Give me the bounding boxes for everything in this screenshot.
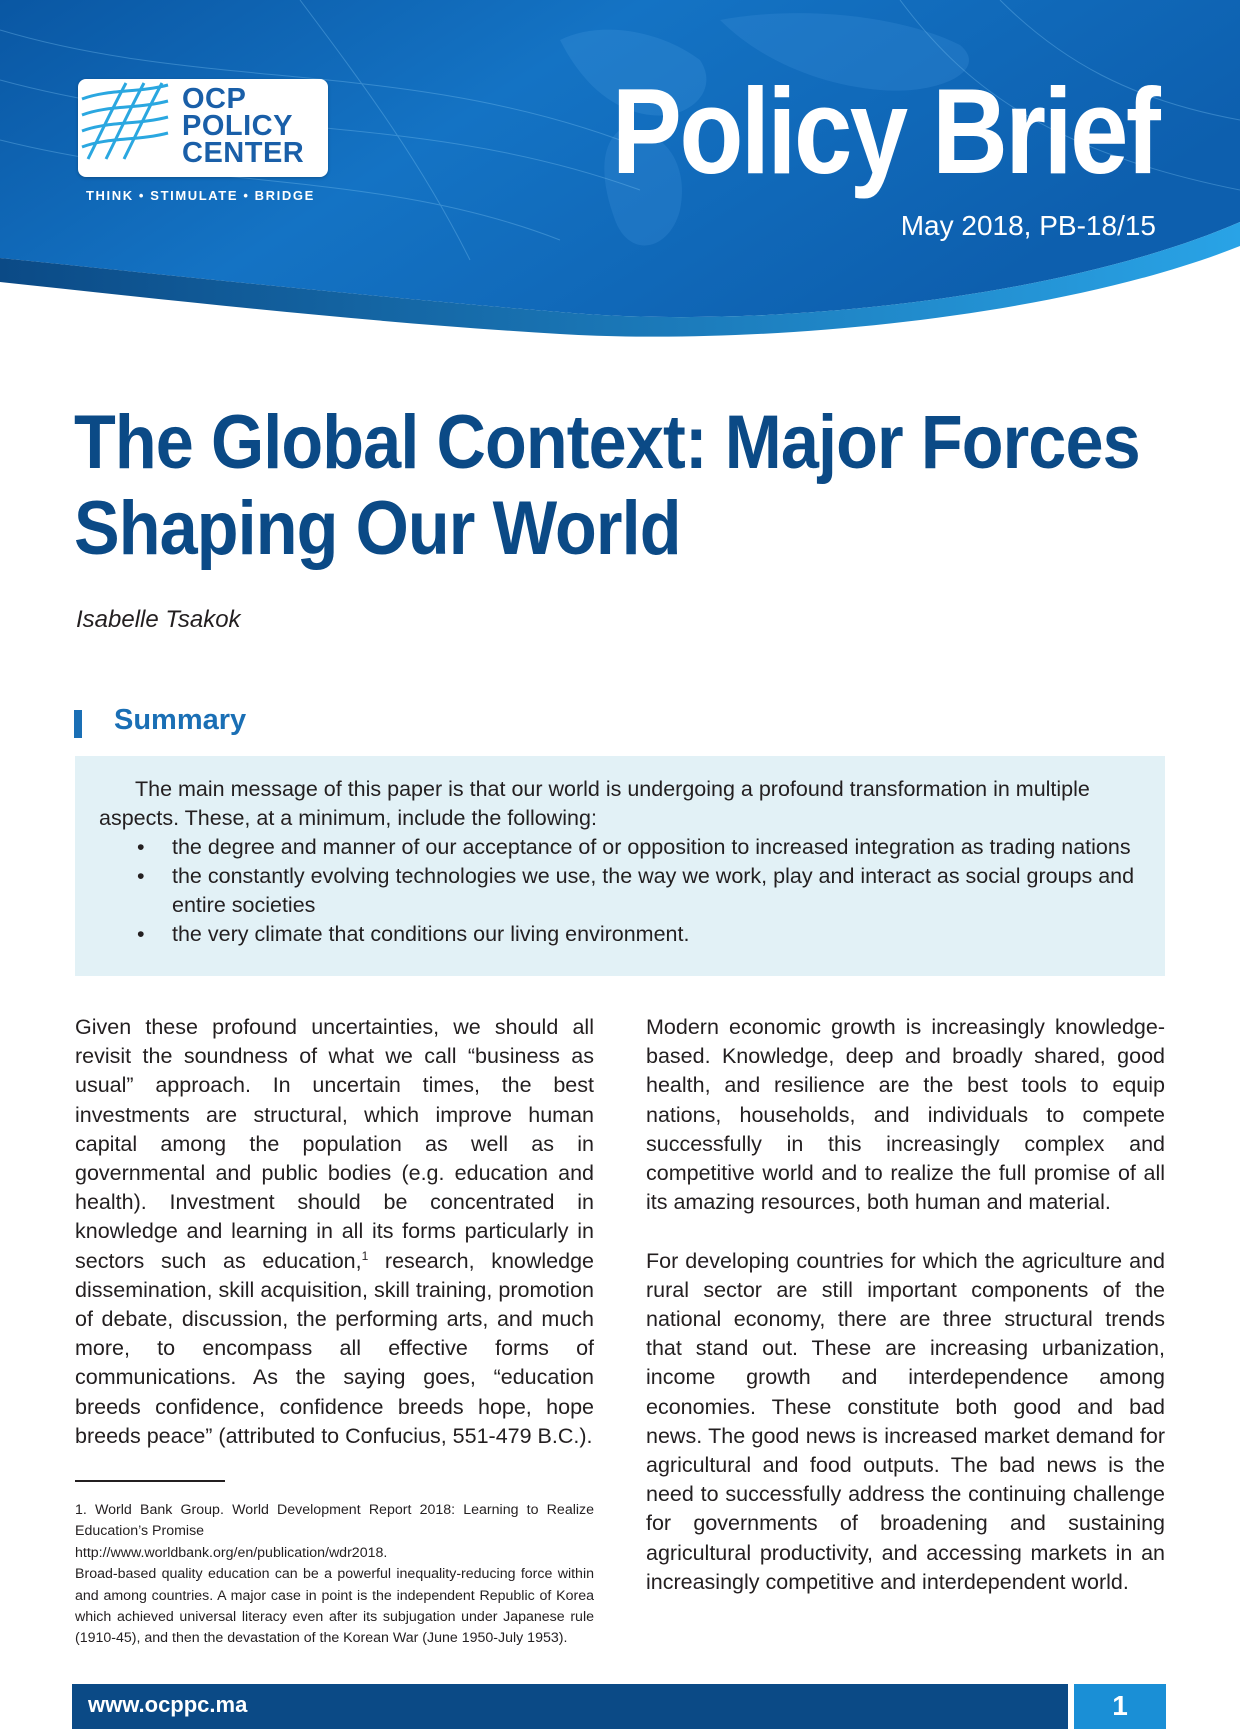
footnote-citation: 1. World Bank Group. World Development Report 2018: Learning to Realize Education’s Promise <box>75 1502 594 1540</box>
footnote-divider <box>75 1480 225 1482</box>
footer-website-link[interactable]: www.ocppc.ma <box>88 1692 248 1717</box>
footnote-note: Broad-based quality education can be a powerful inequality-reducing force within and among countries. A major case in point is the independent Republic of Korea which achieved universal literacy even after its subjugation under Japanese rule (1910-45), and then the devastation of the Korean War (June 1950-July 1953). <box>75 1566 594 1647</box>
left-paragraph-part1: Given these profound uncertainties, we should all revisit the soundness of what we call “business as usual” approach. In uncertain times, the best investments are structural, which improve human capital among the population as well as in governmental and public bodies (e.g. education and health). Investment should be concentrated in knowledge and learning in all its forms particularly in sectors such as education, <box>75 1015 594 1273</box>
bullet-icon: • <box>137 864 145 888</box>
left-column <box>75 1013 594 1451</box>
title-line-2: Shaping Our World <box>74 486 681 571</box>
left-paragraph <box>75 1013 594 1451</box>
policy-brief-title: Policy Brief <box>611 63 1158 199</box>
logo-line-center: CENTER <box>182 137 305 169</box>
author-name: Isabelle Tsakok <box>76 606 241 633</box>
page-title <box>74 400 1140 572</box>
summary-bullet-item <box>99 920 1149 949</box>
summary-heading: Summary <box>114 704 247 736</box>
tagline: THINK • STIMULATE • BRIDGE <box>86 188 315 203</box>
left-paragraph-part2: research, knowledge dissemination, skill acquisition, skill training, promotion of debate, discussion, the performing arts, and much more, to encompass all effective forms of communications. As the saying goes, “education breeds confidence, confidence breeds hope, hope breeds peace” (attributed to Confucius, 551-479 B.C.). <box>75 1248 594 1448</box>
header-banner <box>0 0 1240 340</box>
publication-date: May 2018, PB-18/15 <box>900 210 1156 241</box>
summary-intro: The main message of this paper is that our world is undergoing a profound transformation in multiple aspects. These, at a minimum, include the following: <box>99 777 1090 830</box>
ocp-logo[interactable] <box>78 79 328 177</box>
footnote-url[interactable]: http://www.worldbank.org/en/publication/wdr2018. <box>75 1544 388 1561</box>
right-paragraph-1: Modern economic growth is increasingly knowledge-based. Knowledge, deep and broadly shared, good health, and resilience are the best tools to equip nations, households, and individuals to compete successfully in this increasingly complex and competitive world and to realize the full promise of all its amazing resources, both human and material. <box>646 1015 1165 1215</box>
summary-bullet-text: the very climate that conditions our living environment. <box>172 922 690 946</box>
logo-line-policy: POLICY <box>182 110 293 142</box>
footnote-reference[interactable]: 1 <box>361 1248 369 1263</box>
summary-list <box>99 833 1149 949</box>
summary-bullet-text: the constantly evolving technologies we use, the way we work, play and interact as social groups and entire societies <box>172 864 1135 917</box>
summary-bullet-item <box>99 833 1149 862</box>
summary-content <box>99 775 1149 949</box>
right-column <box>646 1013 1165 1597</box>
logo-mesh-icon <box>78 79 172 161</box>
title-line-1: The Global Context: Major Forces <box>74 400 1140 485</box>
footnote <box>75 1500 594 1650</box>
right-paragraph-2: For developing countries for which the agriculture and rural sector are still important components of the national economy, there are three structural trends that stand out. These are increasing urbanization, income growth and interdependence among economies. These constitute both good and bad news. The good news is increased market demand for agricultural and food outputs. The bad news is the need to successfully address the continuing challenge for governments of broadening and sustaining agricultural productivity, and accessing markets in an increasingly competitive and interdependent world. <box>646 1248 1165 1594</box>
page-number: 1 <box>1112 1690 1128 1721</box>
summary-bullet-text: the degree and manner of our acceptance of or opposition to increased integration as trading nations <box>172 835 1131 859</box>
bullet-icon: • <box>137 835 145 859</box>
summary-marker <box>74 710 82 738</box>
summary-bullet-item <box>99 862 1149 920</box>
logo-line-ocp: OCP <box>182 83 247 115</box>
bullet-icon: • <box>137 922 145 946</box>
logo-text <box>182 83 305 169</box>
